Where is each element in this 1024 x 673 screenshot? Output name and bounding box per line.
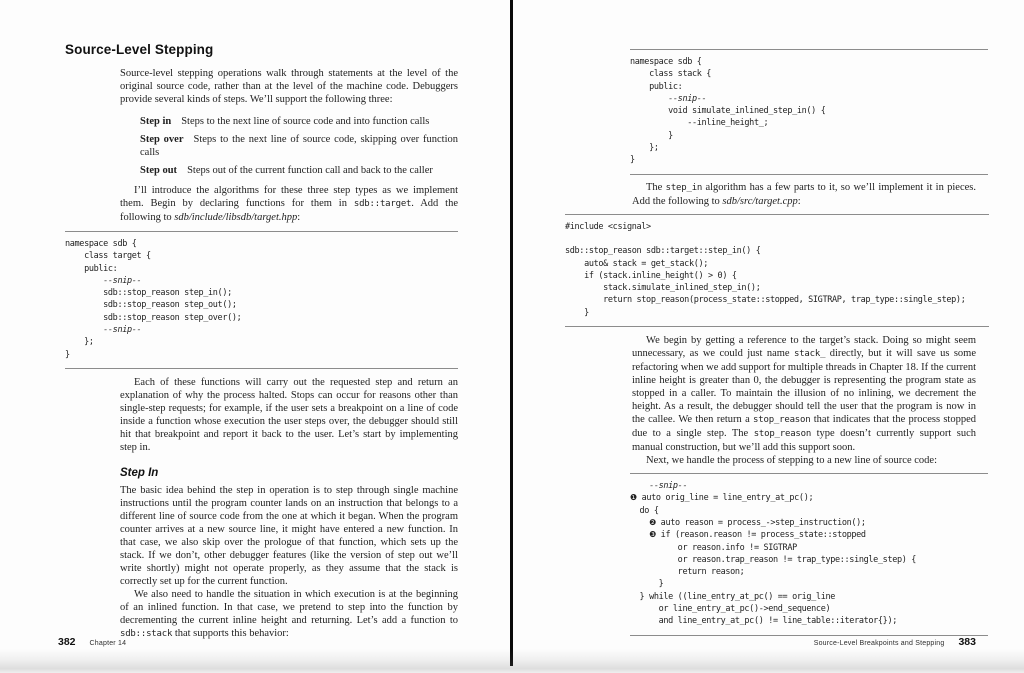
text-run: sdb::stop_reason step_over(); <box>65 312 242 323</box>
text-run: --inline_height_; <box>630 118 769 129</box>
code-line <box>630 81 988 93</box>
text-run: and line_entry_at_pc() != line_table::iterator{}); <box>630 616 897 627</box>
text-run <box>630 518 649 528</box>
sub-heading: Step In <box>120 466 159 479</box>
code-line <box>630 93 988 105</box>
code-line <box>65 312 458 324</box>
code-line <box>65 336 458 348</box>
code-line <box>630 615 988 627</box>
text-run: public: <box>630 81 683 92</box>
text-run: that indicates that the process stopped due to a single step. The <box>632 414 977 440</box>
text-run: Source-level stepping operations walk through statements at the level of the original source code, rather than at the level of the machine code. Debuggers provide several kinds of steps. We’ll support the following three: <box>120 68 458 105</box>
code-line <box>630 68 988 80</box>
chapter-label: Chapter 14 <box>89 640 127 647</box>
text-run: sdb::stack <box>120 628 173 639</box>
code-listing-step-loop <box>630 473 988 636</box>
code-listing-target-hpp <box>65 231 458 369</box>
text-run: sdb::stop_reason step_in(); <box>65 288 232 299</box>
step-term: Step in <box>140 116 172 127</box>
step-term: Step over <box>140 134 184 145</box>
text-run: } <box>565 307 589 318</box>
step-desc: Steps out of the current function call and back to the caller <box>187 165 433 176</box>
text-run: }; <box>65 337 94 348</box>
code-line <box>565 307 989 319</box>
text-run: type doesn’t currently support such manual construction, but we’ll add this support soon. <box>632 428 976 454</box>
code-listing-target-cpp <box>565 214 989 327</box>
text-run: if (reason.reason != process_state::stopped <box>655 530 866 541</box>
text-run: algorithm has a few parts to it, so we’ll implement it in pieces. Add the following to <box>632 181 976 207</box>
text-run: ❸ <box>649 530 656 540</box>
text-run: } <box>630 579 664 590</box>
text-run: sdb::target <box>353 199 412 209</box>
paragraph <box>120 67 458 106</box>
text-run: auto reason = process_->step_instruction(); <box>655 517 866 528</box>
text-run: return stop_reason(process_state::stopped, SIGTRAP, trap_type::single_step); <box>565 295 966 306</box>
text-run: class target { <box>65 251 151 262</box>
code-line <box>630 603 988 615</box>
text-run: : <box>297 212 301 223</box>
step-definition-item <box>140 164 458 177</box>
text-run: public: <box>65 263 118 274</box>
text-run <box>65 276 103 286</box>
step-definition-item <box>140 115 458 128</box>
text-run: sdb::stop_reason sdb::target::step_in() { <box>565 246 761 257</box>
text-run: sdb/include/libsdb/target.hpp <box>174 212 298 223</box>
text-run: sdb/src/target.cpp <box>722 195 798 207</box>
text-run <box>630 481 649 491</box>
code-listing-stack-hpp <box>630 49 988 175</box>
page-footer-right <box>814 636 976 648</box>
page-gutter-divider <box>510 0 513 666</box>
code-line <box>565 270 989 282</box>
text-run: ❶ <box>630 493 637 503</box>
text-run: that supports this behavior: <box>172 627 289 639</box>
step-definition-item <box>140 133 458 159</box>
page-number: 383 <box>958 636 976 648</box>
code-line <box>630 117 988 129</box>
paragraph <box>632 334 976 454</box>
text-run: We also need to handle the situation in which execution is at the beginning of an inlined function. In that case, we pretend to step into the function by decrementing the current inline height and returning. Let’s add a function to <box>120 588 458 626</box>
text-run: do { <box>630 505 659 516</box>
text-run: --snip-- <box>103 325 142 336</box>
code-line <box>65 349 458 361</box>
code-line <box>630 542 988 554</box>
text-run: void simulate_inlined_step_in() { <box>630 106 826 117</box>
text-run: #include <csignal> <box>565 221 651 232</box>
page-right <box>512 0 1024 673</box>
code-line <box>565 294 989 306</box>
text-run: stack.simulate_inlined_step_in(); <box>565 283 761 294</box>
text-run: stack_ <box>794 349 826 360</box>
page-number: 382 <box>58 636 76 648</box>
step-term: Step out <box>140 165 178 176</box>
text-run <box>630 94 668 104</box>
text-run: The <box>646 181 666 193</box>
code-line <box>630 529 988 541</box>
text-run: step_in <box>665 182 703 193</box>
text-run: return reason; <box>630 567 745 578</box>
code-line <box>65 275 458 287</box>
text-run: I’ll introduce the algorithms for these three step types as we implement them. Begin by declaring functions for them in <box>120 185 458 209</box>
paragraph <box>120 376 458 454</box>
code-line <box>565 282 989 294</box>
code-line <box>630 517 988 529</box>
text-run: --snip-- <box>649 481 688 492</box>
text-run: } while ((line_entry_at_pc() == orig_line <box>630 591 835 602</box>
text-run: } <box>630 130 673 141</box>
code-line <box>65 287 458 299</box>
code-line <box>565 221 989 233</box>
code-line <box>630 591 988 603</box>
section-heading: Source-Level Stepping <box>65 42 214 57</box>
code-line <box>65 324 458 336</box>
code-line <box>565 245 989 257</box>
text-run: namespace sdb { <box>630 57 702 67</box>
text-run: or reason.info != SIGTRAP <box>630 542 797 553</box>
code-line <box>630 105 988 117</box>
code-line <box>630 154 988 166</box>
paragraph <box>632 181 976 208</box>
text-run: } <box>65 349 70 360</box>
text-run: namespace sdb { <box>65 239 137 249</box>
text-run: --snip-- <box>103 275 142 286</box>
text-run: if (stack.inline_height() > 0) { <box>565 270 737 281</box>
text-run: sdb::stop_reason step_out(); <box>65 300 237 311</box>
text-run: } <box>630 155 635 166</box>
text-run: stop_reason <box>753 415 811 426</box>
text-run: Next, we handle the process of stepping to a new line of source code: <box>646 455 937 467</box>
page-footer-left <box>58 636 126 648</box>
step-desc: Steps to the next line of source code and into function calls <box>181 116 430 127</box>
code-line <box>65 250 458 262</box>
code-line <box>65 263 458 275</box>
text-run: We begin by getting a reference to the target’s stack. Doing so might seem unnecessary, as we could just name <box>632 335 976 360</box>
code-line <box>630 505 988 517</box>
text-run: : <box>797 195 801 207</box>
code-line <box>630 130 988 142</box>
code-line <box>630 56 988 68</box>
paragraph <box>632 454 976 467</box>
code-line <box>630 578 988 590</box>
text-run: --snip-- <box>668 93 707 104</box>
code-line <box>630 492 988 504</box>
step-desc: Steps to the next line of source code, skipping over function calls <box>140 134 458 158</box>
text-run: }; <box>630 143 659 154</box>
code-line <box>565 258 989 270</box>
code-line <box>630 142 988 154</box>
text-run: class stack { <box>630 69 712 80</box>
text-run: auto orig_line = line_entry_at_pc(); <box>636 493 814 504</box>
text-run: stop_reason <box>753 429 812 440</box>
paragraph <box>120 184 458 224</box>
code-line <box>65 238 458 250</box>
paragraph <box>120 588 458 641</box>
text-run: directly, but it will save us some refactoring when we add support for multiple threads in Chapter 18. If the current inline height is greater than 0, the debugger is representing the program state as stopped in a caller. To maintain the illusion of no inlining, we decrement the height. As a result, the debugger should tell the user that the program is now in the callee. We then return a <box>632 348 976 426</box>
code-line <box>65 299 458 311</box>
text-run <box>65 325 103 335</box>
code-line <box>630 480 988 492</box>
text-run: The basic idea behind the step in operation is to step through single machine instructions until the program counter lands on an instruction that belongs to a different line of source code from the one at which it began. When the program counter arrives at a new source line, it might have entered a new function. In that case, we also skip over the prologue of that function, which sets up the stack. If we don’t, other debugger features (like the version of step out we’ll write shortly) might not operate properly, as they assume that the stack is correctly set up for the current function. <box>120 484 458 587</box>
text-run: or reason.trap_reason != trap_type::single_step) { <box>630 554 917 565</box>
section-label: Source-Level Breakpoints and Stepping <box>813 640 945 647</box>
text-run: auto& stack = get_stack(); <box>565 258 709 269</box>
code-line <box>630 566 988 578</box>
step-definition-list <box>140 115 458 177</box>
text-run: ❷ <box>649 517 656 527</box>
text-run <box>630 530 649 540</box>
paragraph <box>120 484 458 588</box>
code-line <box>565 233 989 245</box>
text-run: . Add the following to <box>120 198 458 223</box>
text-run: Each of these functions will carry out the requested step and return an explanation of why the process halted. Stops can occur for reasons other than single-step requests; for example, if the user sets a breakpoint on a line of code inside a function whose execution the user steps over, the debugger should still hit that breakpoint and report it back to the user. Let’s start by implementing step in. <box>120 376 458 453</box>
code-line <box>630 554 988 566</box>
text-run: or line_entry_at_pc()->end_sequence) <box>630 604 831 615</box>
